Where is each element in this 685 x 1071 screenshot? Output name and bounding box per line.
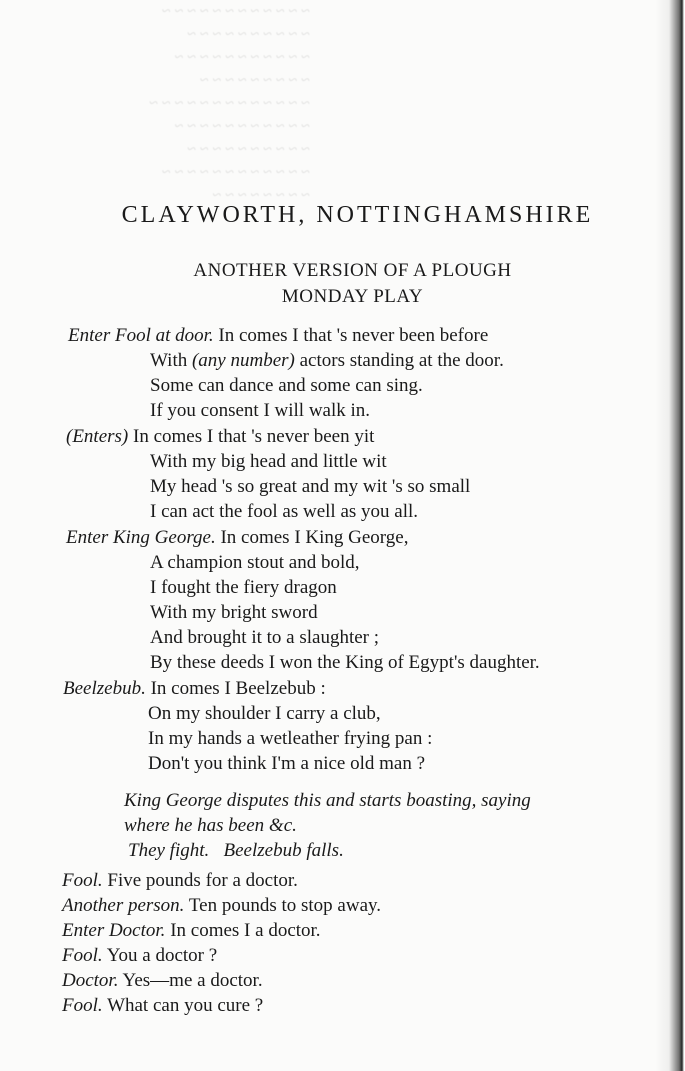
verse-line: With my big head and little wit <box>150 451 387 472</box>
speaker-label: Doctor. <box>62 970 119 991</box>
verse-line: With my bright sword <box>150 602 318 623</box>
verse-line <box>66 525 408 550</box>
speaker-label: Enter Doctor. <box>62 920 166 941</box>
line-text: In comes I Beelzebub : <box>150 678 326 699</box>
line-text: With <box>150 350 188 371</box>
speaker-label: Enter King George. <box>66 527 216 548</box>
line-text: actors standing at the door. <box>299 350 504 371</box>
speaker-label: Fool. <box>62 945 103 966</box>
dialogue-line <box>62 943 217 968</box>
verse-line: Some can dance and some can sing. <box>150 375 423 396</box>
verse-line: I can act the fool as well as you all. <box>150 501 419 522</box>
page-title: CLAYWORTH, NOTTINGHAMSHIRE <box>121 202 594 228</box>
speaker-label: Another person. <box>62 895 185 916</box>
speaker-label: Enter Fool at door. <box>68 325 214 346</box>
line-text: Ten pounds to stop away. <box>188 895 382 916</box>
speaker-label: Fool. <box>62 870 103 891</box>
line-text: Yes—me a doctor. <box>122 970 263 991</box>
verse-line: If you consent I will walk in. <box>150 400 371 421</box>
line-text-italic: (any number) <box>191 350 295 371</box>
verse-line <box>68 323 488 348</box>
stage-direction: where he has been &c. <box>124 815 297 836</box>
line-text: In comes I that 's never been before <box>218 325 489 346</box>
line-text: In comes I that 's never been yit <box>133 426 375 447</box>
verse-line: And brought it to a slaughter ; <box>150 627 380 648</box>
line-text: What can you cure ? <box>107 995 264 1016</box>
verse-line: In my hands a wetleather frying pan : <box>148 728 433 749</box>
subtitle-line: MONDAY PLAY <box>281 286 424 307</box>
verse-line <box>63 676 326 701</box>
book-gutter <box>655 0 685 1071</box>
line-text: In comes I a doctor. <box>170 920 321 941</box>
verse-line <box>66 424 374 449</box>
verse-line: A champion stout and bold, <box>150 552 360 573</box>
dialogue-line <box>62 968 263 993</box>
dialogue-line <box>62 918 321 943</box>
subtitle-line: ANOTHER VERSION OF A PLOUGH <box>193 260 512 281</box>
bleed-through-text: ~ ~ ~ ~ ~ ~ ~ ~ ~ ~ ~ ~ ~ ~ ~ ~ ~ ~ ~ ~ ~ ~ ~ ~ ~ ~ ~ ~ ~ ~ ~ ~ ~ ~ ~ ~ ~ ~ ~ ~ ~ ~ ~ ~ ~ ~ ~ ~ ~ ~ ~ ~ ~ ~ ~ ~ ~ ~ ~ ~ ~ ~ ~ ~ ~ ~ ~ ~ ~ ~ ~ ~ ~ ~ ~ ~ ~ ~ ~ ~ ~ ~ ~ ~ ~ ~ ~ ~ ~ ~ ~ ~ ~ ~ ~ ~ <box>149 3 310 204</box>
speaker-label: Fool. <box>62 995 103 1016</box>
verse-line: I fought the fiery dragon <box>150 577 337 598</box>
stage-direction: King George disputes this and starts boasting, saying <box>124 790 531 811</box>
page-subtitle <box>0 258 685 310</box>
verse-line <box>150 348 504 373</box>
verse-line: Don't you think I'm a nice old man ? <box>148 753 426 774</box>
dialogue-line <box>62 893 381 918</box>
dialogue-line <box>62 868 298 893</box>
line-text: Five pounds for a doctor. <box>107 870 298 891</box>
line-text: In comes I King George, <box>220 527 409 548</box>
dialogue-line <box>62 993 263 1018</box>
speaker-label: (Enters) <box>66 426 129 447</box>
verse-line: My head 's so great and my wit 's so small <box>150 476 471 497</box>
stage-direction: They fight. Beelzebub falls. <box>128 840 344 861</box>
speaker-label: Beelzebub. <box>63 678 146 699</box>
line-text: You a doctor ? <box>106 945 218 966</box>
verse-line: By these deeds I won the King of Egypt's daughter. <box>150 652 540 673</box>
verse-line: On my shoulder I carry a club, <box>148 703 381 724</box>
